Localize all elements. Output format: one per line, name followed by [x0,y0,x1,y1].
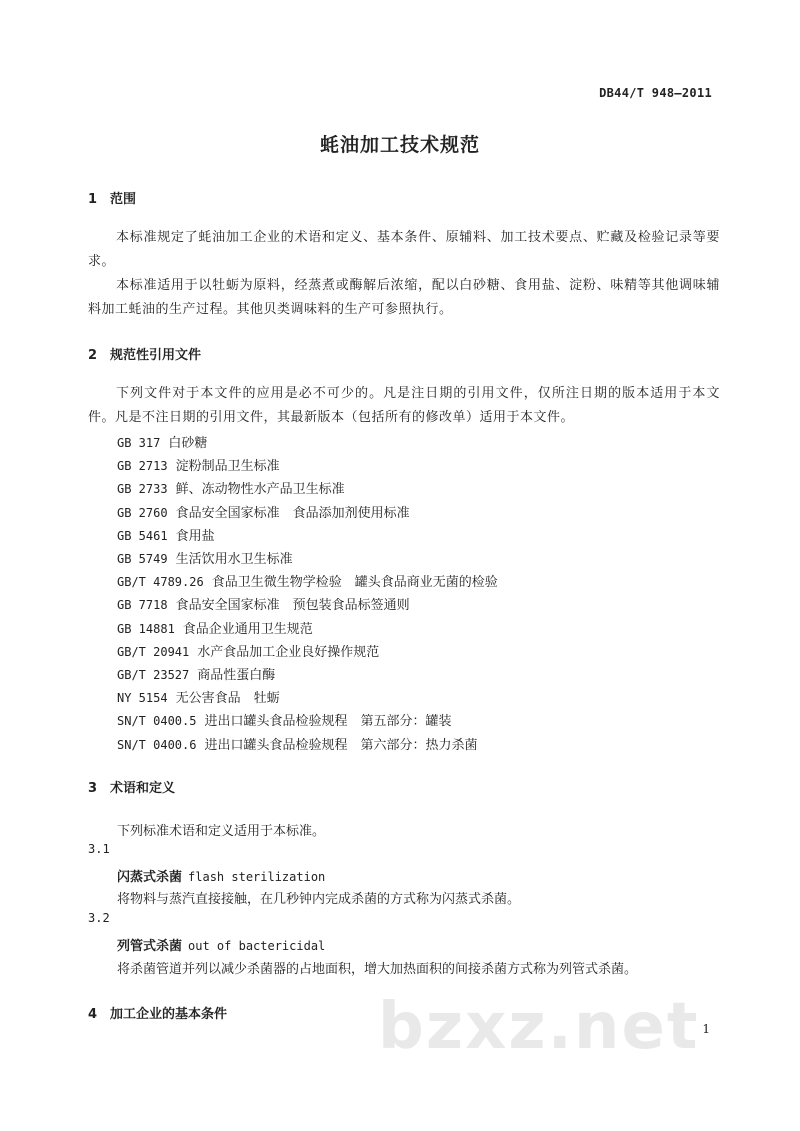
section-heading-basic-conditions [88,1003,227,1022]
reference-item [117,641,379,660]
section-number: 1 [88,192,98,207]
reference-item [117,687,280,706]
reference-title: 白砂糖 [168,436,208,451]
terms-intro: 下列标准术语和定义适用于本标准。 [117,824,326,839]
section-number: 3 [88,781,98,796]
reference-title: 商品性蛋白酶 [197,668,276,683]
reference-title: 食用盐 [175,528,215,544]
reference-title: 食品安全国家标准 预包装食品标签通则 [175,598,410,614]
reference-code: GB 5461 [117,528,168,543]
reference-item [117,502,410,521]
term-english: flash sterilization [188,870,326,884]
reference-code: GB/T 23527 [117,668,190,682]
normative-intro: 下列文件对于本文件的应用是必不可少的。凡是注日期的引用文件，仅所注日期的版本适用于本文件。凡是不注日期的引用文件，其最新版本（包括所有的修改单）适用于本文件。 [88,386,720,425]
reference-title: 生活饮用水卫生标准 [175,552,293,567]
reference-code: GB 2733 [117,482,168,497]
reference-title: 淀粉制品卫生标准 [175,459,280,475]
section-heading-terms [88,777,175,796]
section-heading-scope [88,188,136,207]
reference-item [117,618,313,637]
term-heading [117,935,325,954]
reference-code: GB 7718 [117,598,168,613]
document-title: 蚝油加工技术规范 [319,134,480,156]
reference-title: 水产食品加工企业良好操作规范 [197,644,380,660]
reference-item [117,710,452,729]
reference-code: GB 14881 [117,621,175,636]
section-title: 加工企业的基本条件 [110,1007,228,1022]
reference-item [117,734,478,753]
reference-code: GB/T 20941 [117,644,190,659]
term-english: out of bactericidal [188,939,326,953]
section-heading-normative [88,344,201,363]
section-number: 4 [88,1007,98,1022]
reference-item [117,664,275,683]
reference-code: GB 317 [117,436,161,450]
section-title: 规范性引用文件 [110,348,202,363]
reference-code: GB 2760 [117,505,168,520]
reference-title: 食品企业通用卫生规范 [182,621,313,637]
term-number: 3.2 [88,911,110,925]
reference-item [117,594,410,613]
section-title: 术语和定义 [110,781,176,796]
reference-item [117,478,345,497]
term-heading [117,866,325,885]
reference-item [117,571,498,590]
reference-item [117,525,215,544]
reference-title: 鲜、冻动物性水产品卫生标准 [175,482,345,498]
term-number: 3.1 [88,842,110,856]
reference-code: SN/T 0400.6 [117,737,197,752]
reference-title: 食品安全国家标准 食品添加剂使用标准 [175,505,410,521]
term-definition: 将杀菌管道并列以减少杀菌器的占地面积，增大加热面积的间接杀菌方式称为列管式杀菌。 [117,962,638,977]
reference-title: 进出口罐头食品检验规程 第六部分：热力杀菌 [204,737,478,753]
reference-code: GB 5749 [117,552,168,566]
reference-code: GB 2713 [117,459,168,474]
standard-code: DB44/T 948—2011 [599,86,712,100]
reference-title: 无公害食品 牡蛎 [175,691,280,707]
reference-item [117,432,207,451]
term-definition: 将物料与蒸汽直接接触，在几秒钟内完成杀菌的方式称为闪蒸式杀菌。 [117,892,521,907]
watermark: bzxz.net [378,990,700,1064]
page-number: 1 [702,1022,710,1036]
reference-code: NY 5154 [117,691,168,706]
reference-item [117,548,293,567]
scope-paragraph-1: 本标准规定了蚝油加工企业的术语和定义、基本条件、原辅料、加工技术要点、贮藏及检验记录等要求。 [88,230,720,269]
section-title: 范围 [110,192,137,207]
reference-title: 食品卫生微生物学检验 罐头食品商业无菌的检验 [211,575,498,591]
scope-paragraph-2: 本标准适用于以牡蛎为原料，经蒸煮或酶解后浓缩，配以白砂糖、食用盐、淀粉、味精等其他调味辅料加工蚝油的生产过程。其他贝类调味料的生产可参照执行。 [88,278,720,317]
reference-title: 进出口罐头食品检验规程 第五部分：罐装 [204,714,452,730]
term-name: 闪蒸式杀菌 [117,870,183,885]
reference-code: SN/T 0400.5 [117,714,197,729]
reference-item [117,455,280,474]
reference-code: GB/T 4789.26 [117,575,204,590]
section-number: 2 [88,348,98,363]
term-name: 列管式杀菌 [117,939,183,954]
